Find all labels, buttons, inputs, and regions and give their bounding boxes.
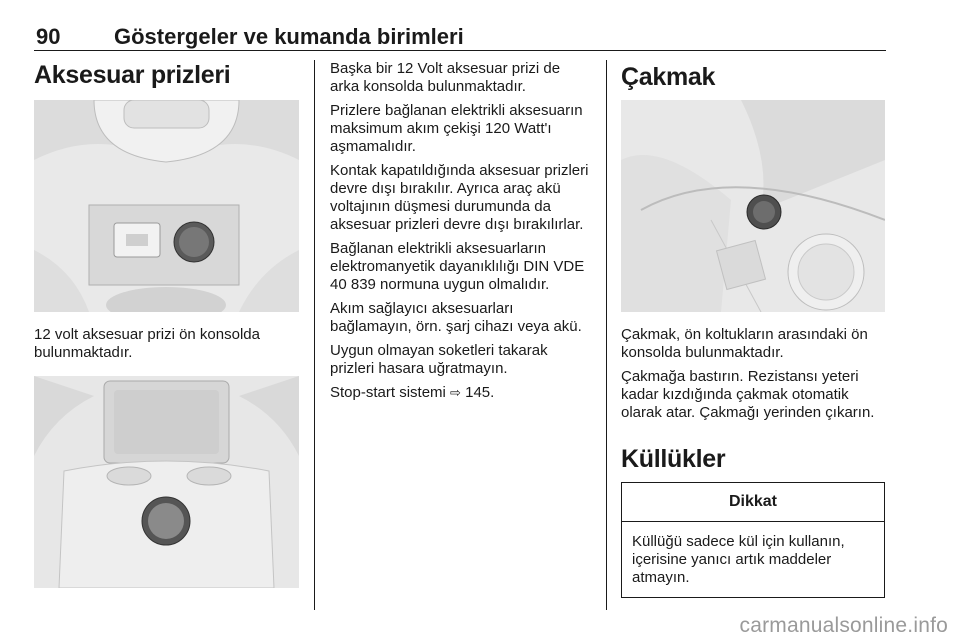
paragraph: Prizlere bağlanan elektrikli aksesuarın maksimum akım çekişi 120 Watt'ı aşmamalıdır.	[330, 102, 583, 155]
lighter-location-text: Çakmak, ön koltukların arasındaki ön konsolda bulunmaktadır.	[621, 326, 868, 361]
watermark: carmanualsonline.info	[739, 614, 948, 637]
paragraph: Uygun olmayan soketleri takarak prizleri hasara uğratmayın.	[330, 342, 548, 377]
column-socket-details	[330, 60, 592, 402]
column-lighter-ashtray	[621, 60, 885, 598]
lighter-photo	[621, 100, 885, 312]
section-heading-ashtrays: Küllükler	[621, 445, 726, 473]
paragraph: Kontak kapatıldığında aksesuar prizleri devre dışı bırakılır. Ayrıca araç akü voltajının düşmesi durumunda da aksesuar prizleri devre dışı bırakılırlar.	[330, 162, 589, 233]
caution-body: Küllüğü sadece kül için kullanın, içerisine yanıcı artık maddeler atmayın.	[632, 533, 845, 586]
caution-title: Dikkat	[622, 483, 884, 522]
arrow-right-icon: ⇨	[450, 385, 461, 400]
page-header-title: Göstergeler ve kumanda birimleri	[114, 24, 464, 49]
paragraph: Akım sağlayıcı aksesuarları bağlamayın, örn. şarj cihazı veya akü.	[330, 300, 582, 335]
column-accessory-sockets	[34, 60, 299, 588]
front-socket-photo	[34, 100, 299, 312]
page-reference-link[interactable]: 145.	[465, 384, 495, 401]
rear-socket-photo	[34, 376, 299, 588]
section-heading-lighter: Çakmak	[621, 63, 716, 91]
section-heading-accessory-sockets: Aksesuar prizleri	[34, 61, 231, 89]
stop-start-reference	[330, 384, 592, 402]
caution-box	[621, 482, 885, 598]
paragraph: Bağlanan elektrikli aksesuarların elektromanyetik dayanıklılığı DIN VDE 40 839 normuna uygun olmalıdır.	[330, 240, 585, 293]
lighter-usage-text: Çakmağa bastırın. Rezistansı yeteri kadar kızdığında çakmak otomatik olarak atar. Çakmağı yerinden çıkarın.	[621, 368, 875, 421]
page-header	[34, 18, 886, 51]
column-divider	[314, 60, 315, 610]
stop-start-text: Stop-start sistemi	[330, 384, 446, 401]
caption-front-socket: 12 volt aksesuar prizi ön konsolda bulunmaktadır.	[34, 326, 260, 361]
paragraph: Başka bir 12 Volt aksesuar prizi de arka konsolda bulunmaktadır.	[330, 60, 561, 95]
column-divider	[606, 60, 607, 610]
page-number: 90	[36, 24, 61, 49]
